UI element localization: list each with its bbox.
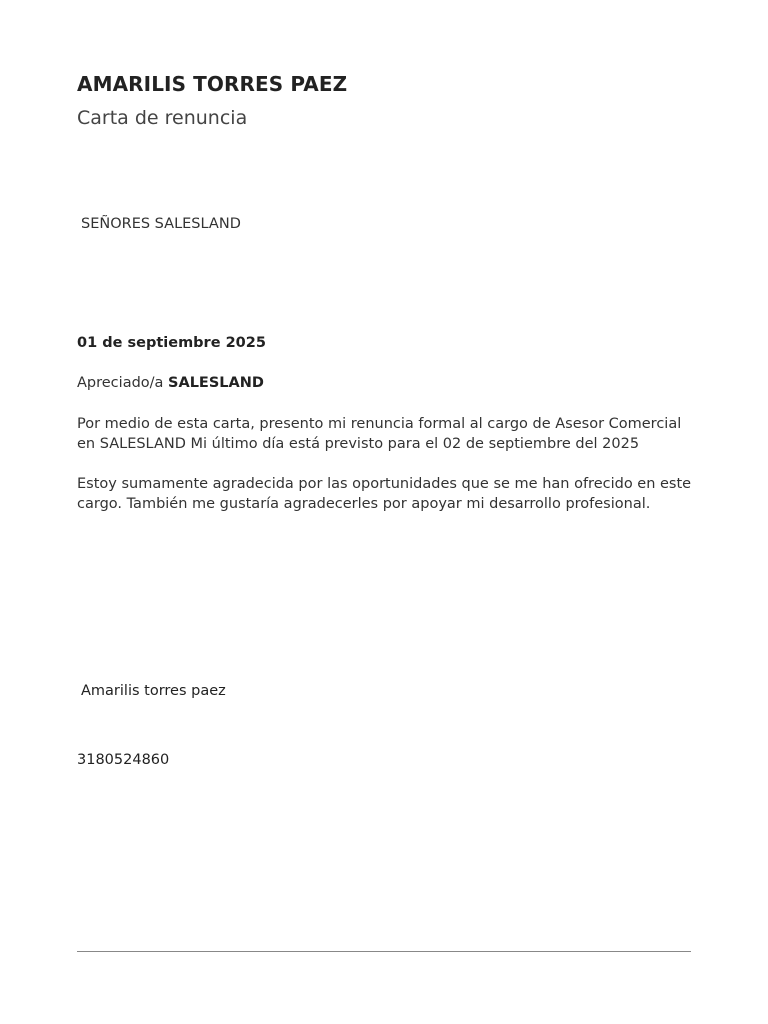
- recipient: SEÑORES SALESLAND: [81, 216, 241, 232]
- paragraph-line: en SALESLAND Mi último día está previsto para el 02 de septiembre del 2025: [77, 436, 640, 452]
- greeting-prefix: Apreciado/a: [77, 375, 169, 391]
- paragraph-line: cargo. También me gustaría agradecerles por apoyar mi desarrollo profesional.: [77, 496, 651, 512]
- sender-name: AMARILIS TORRES PAEZ: [77, 72, 348, 96]
- greeting-company: SALESLAND: [168, 375, 264, 391]
- resignation-paragraph: [77, 414, 697, 454]
- letter-date: 01 de septiembre 2025: [77, 335, 266, 351]
- gratitude-paragraph: [77, 474, 697, 514]
- phone-number: 3180524860: [77, 752, 170, 768]
- greeting: [77, 375, 264, 391]
- document-subtitle: Carta de renuncia: [77, 107, 248, 129]
- paragraph-line: Por medio de esta carta, presento mi renuncia formal al cargo de Asesor Comercial: [77, 416, 682, 432]
- paragraph-line: Estoy sumamente agradecida por las oportunidades que se me han ofrecido en este: [77, 476, 692, 492]
- footer-divider: [77, 951, 691, 952]
- signature-name: Amarilis torres paez: [81, 683, 226, 699]
